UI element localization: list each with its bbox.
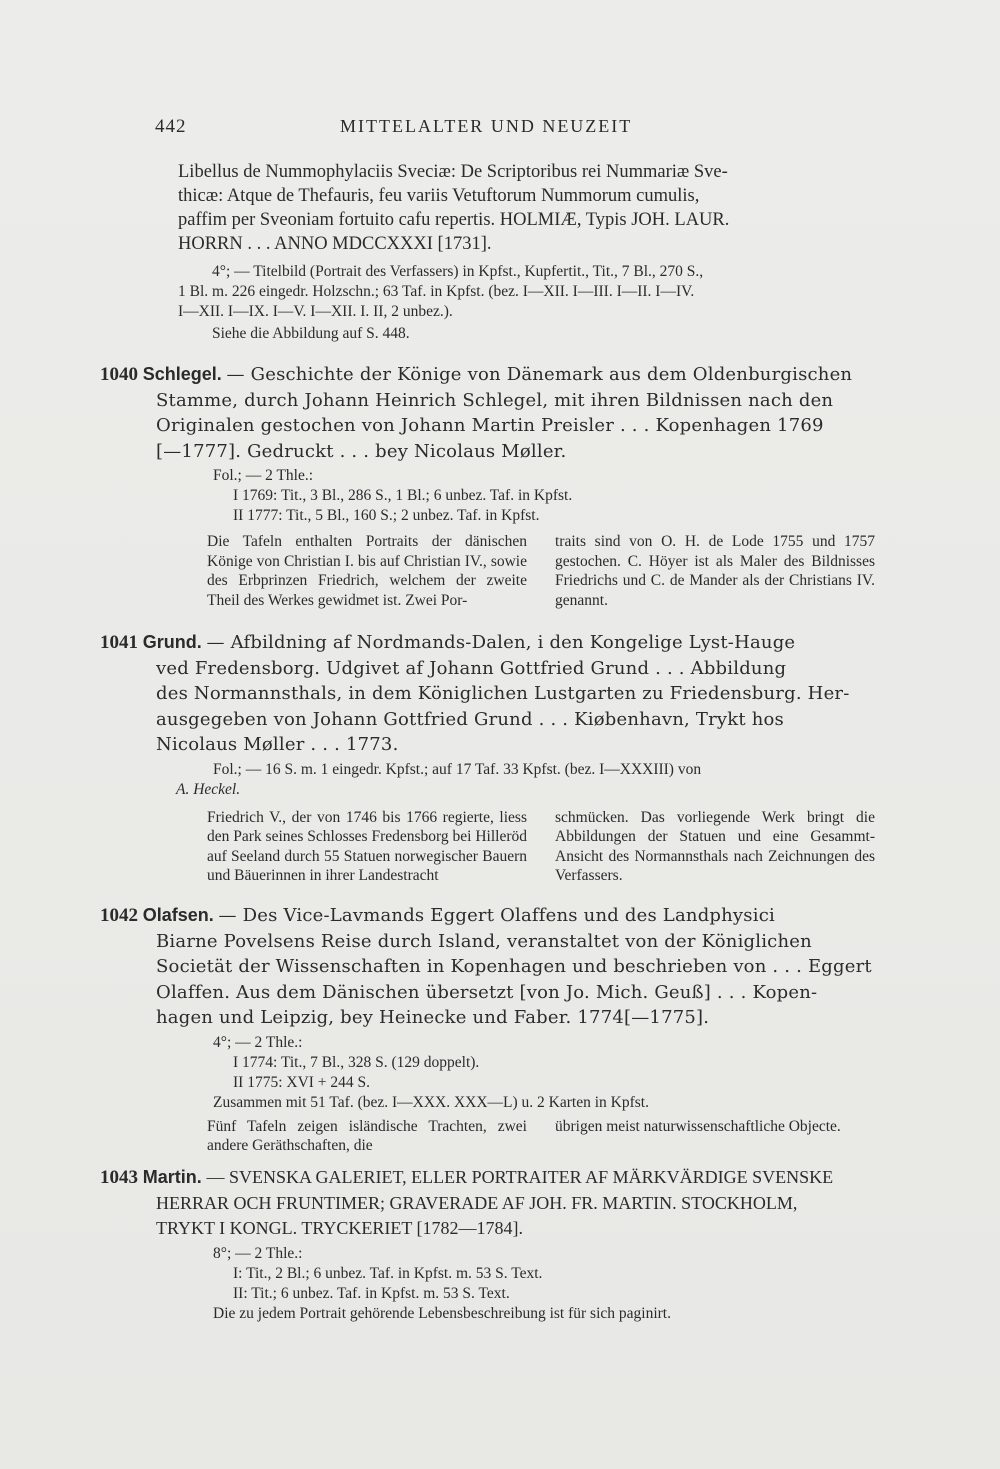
entry-title-line: — Afbildning af Nordmands-Dalen, i den Kongelige Lyst-Hauge [206, 632, 796, 653]
entry-title-line: des Normannsthals, in dem Königlichen Lustgarten zu Friedensburg. Her- [156, 683, 850, 704]
prev-entry-title-line: HORRN . . . ANNO MDCCXXXI [1731]. [178, 234, 492, 254]
entry-name: Martin. [142, 1167, 202, 1187]
prev-entry-collation: I—XII. I—IX. I—V. I—XII. I. II, 2 unbez.). [178, 303, 453, 320]
note-col-right [555, 808, 875, 886]
entry-note-columns [207, 1117, 875, 1156]
entry-volume: I 1774: Tit., 7 Bl., 328 S. (129 doppelt). [233, 1053, 480, 1071]
entry-title-line: HERRAR OCH FRUNTIMER; GRAVERADE AF JOH. FR. MARTIN. STOCKHOLM, [156, 1192, 798, 1213]
note-text: übrigen meist naturwissenschaftliche Objecte. [555, 1117, 841, 1135]
note-text: Fünf Tafeln zeigen isländische Trachten, zwei andere Geräthschaften, die [207, 1117, 527, 1154]
note-text: Friedrich V., der von 1746 bis 1766 regierte, liess den Park seines Schlosses Fredensborg bei Hilleröd auf Seeland durch 55 Statuen norwegischer Bauern und Bäuerinnen in ihrer Landestracht [207, 808, 527, 884]
prev-entry-title-line: thicæ: Atque de Thefauris, feu variis Vetuftorum Nummorum cumulis, [178, 186, 700, 206]
note-text: schmücken. Das vorliegende Werk bringt die Abbildungen der Statuen und eine Gesammt-Ansicht des Normannsthals nach Zeichnungen des Verfassers. [555, 808, 875, 884]
entry-format: A. Heckel. [176, 780, 241, 798]
entry-title-line: Olaffen. Aus dem Dänischen übersetzt [von Jo. Mich. Geuß] . . . Kopen- [156, 981, 818, 1003]
entry-number: 1043 [100, 1167, 138, 1188]
entry-format: 8°; — 2 Thle.: [213, 1244, 303, 1262]
entry-volume: II 1777: Tit., 5 Bl., 160 S.; 2 unbez. Taf. in Kpfst. [233, 507, 540, 524]
entry-title-line: ved Fredensborg. Udgivet af Johann Gottfried Grund . . . Abbildung [156, 657, 787, 679]
entry-note-columns [207, 808, 875, 886]
entry-volume: II: Tit.; 6 unbez. Taf. in Kpfst. m. 53 S. Text. [233, 1284, 510, 1302]
entry-number: 1040 [100, 364, 138, 385]
entry-title-line: Societät der Wissenschaften in Kopenhagen und beschrieben von . . . Eggert [156, 956, 872, 977]
note-text: traits sind von O. H. de Lode 1755 und 1757 gestochen. C. Höyer ist als Maler des Bildnisses Friedrichs und C. de Mander als der Christians IV. genannt. [555, 533, 875, 609]
entry-volume: II 1775: XVI + 244 S. [233, 1073, 371, 1091]
note-col-left [207, 532, 527, 610]
entry-title-line: [—1777]. Gedruckt . . . bey Nicolaus Møller. [156, 440, 567, 462]
entry-volume: I: Tit., 2 Bl.; 6 unbez. Taf. in Kpfst. m. 53 S. Text. [233, 1264, 543, 1282]
note-text: Die Tafeln enthalten Portraits der dänischen Könige von Christian I. bis auf Christian IV., sowie des Erbprinzen Friedrich, welchem der zweite Theil des Werkes gewidmet ist. Zwei Por- [207, 533, 527, 609]
note-col-left [207, 808, 527, 886]
note-col-right [555, 532, 875, 610]
entry-title-line: Stamme, durch Johann Heinrich Schlegel, mit ihren Bildnissen nach den [156, 389, 834, 411]
prev-entry-collation: 1 Bl. m. 226 eingedr. Holzschn.; 63 Taf. in Kpfst. (bez. I—XII. I—III. I—II. I—IV. [178, 283, 695, 300]
entry-title-line: Nicolaus Møller . . . 1773. [156, 734, 399, 755]
entry-title-line: ausgegeben von Johann Gottfried Grund . . . Kiøbenhavn, Trykt hos [156, 708, 784, 730]
entry-title-line: — Des Vice-Lavmands Eggert Olaffens und des Landphysici [218, 905, 775, 926]
entry-name: Grund. [142, 632, 202, 652]
entry-1041 [100, 630, 875, 886]
note-col-right [555, 1117, 875, 1156]
prev-entry-collation: 4°; — Titelbild (Portrait des Verfassers) in Kpfst., Kupfertit., Tit., 7 Bl., 270 S., [212, 263, 704, 280]
entry-name: Olafsen. [142, 905, 214, 925]
entry-title-line: — Geschichte der Könige von Dänemark aus dem Oldenburgischen [226, 364, 853, 385]
entry-name: Schlegel. [142, 364, 222, 384]
entry-title-line: Biarne Povelsens Reise durch Island, veranstaltet von der Königlichen [156, 930, 812, 952]
entry-1040 [100, 362, 875, 610]
entry-note-columns [207, 532, 875, 610]
prev-entry-see-note: Siehe die Abbildung auf S. 448. [212, 325, 410, 342]
entry-format: Fol.; — 16 S. m. 1 eingedr. Kpfst.; auf 17 Taf. 33 Kpfst. (bez. I—XXXIII) von [213, 760, 702, 778]
running-head: MITTELALTER UND NEUZEIT [340, 116, 633, 136]
entry-number: 1042 [100, 905, 138, 926]
entry-extra: Zusammen mit 51 Taf. (bez. I—XXX. XXX—L) u. 2 Karten in Kpfst. [213, 1093, 649, 1111]
entry-1042 [100, 903, 875, 1156]
page-header [155, 116, 875, 140]
entry-format: 4°; — 2 Thle.: [213, 1033, 303, 1051]
entry-volume: I 1769: Tit., 3 Bl., 286 S., 1 Bl.; 6 unbez. Taf. in Kpfst. [233, 487, 573, 504]
entry-title-line: Originalen gestochen von Johann Martin Preisler . . . Kopenhagen 1769 [156, 415, 824, 436]
entry-1043 [100, 1165, 875, 1324]
entry-format: Fol.; — 2 Thle.: [213, 467, 314, 484]
entry-title-line: — SVENSKA GALERIET, ELLER PORTRAITER AF MÄRKVÄRDIGE SVENSKE [206, 1167, 834, 1187]
entry-extra: Die zu jedem Portrait gehörende Lebensbeschreibung ist für sich paginirt. [213, 1304, 671, 1322]
prev-entry [178, 160, 875, 344]
entry-title-line: hagen und Leipzig, bey Heinecke und Faber. 1774[—1775]. [156, 1007, 710, 1028]
note-col-left [207, 1117, 527, 1156]
prev-entry-title-line: paffim per Sveoniam fortuito cafu repertis. HOLMIÆ, Typis JOH. LAUR. [178, 210, 730, 230]
prev-entry-title-line: Libellus de Nummophylaciis Sveciæ: De Scriptoribus rei Nummariæ Sve- [178, 162, 728, 182]
entry-title-line: TRYKT I KONGL. TRYCKERIET [1782—1784]. [156, 1218, 523, 1238]
page-number: 442 [155, 116, 187, 137]
entry-number: 1041 [100, 632, 138, 653]
